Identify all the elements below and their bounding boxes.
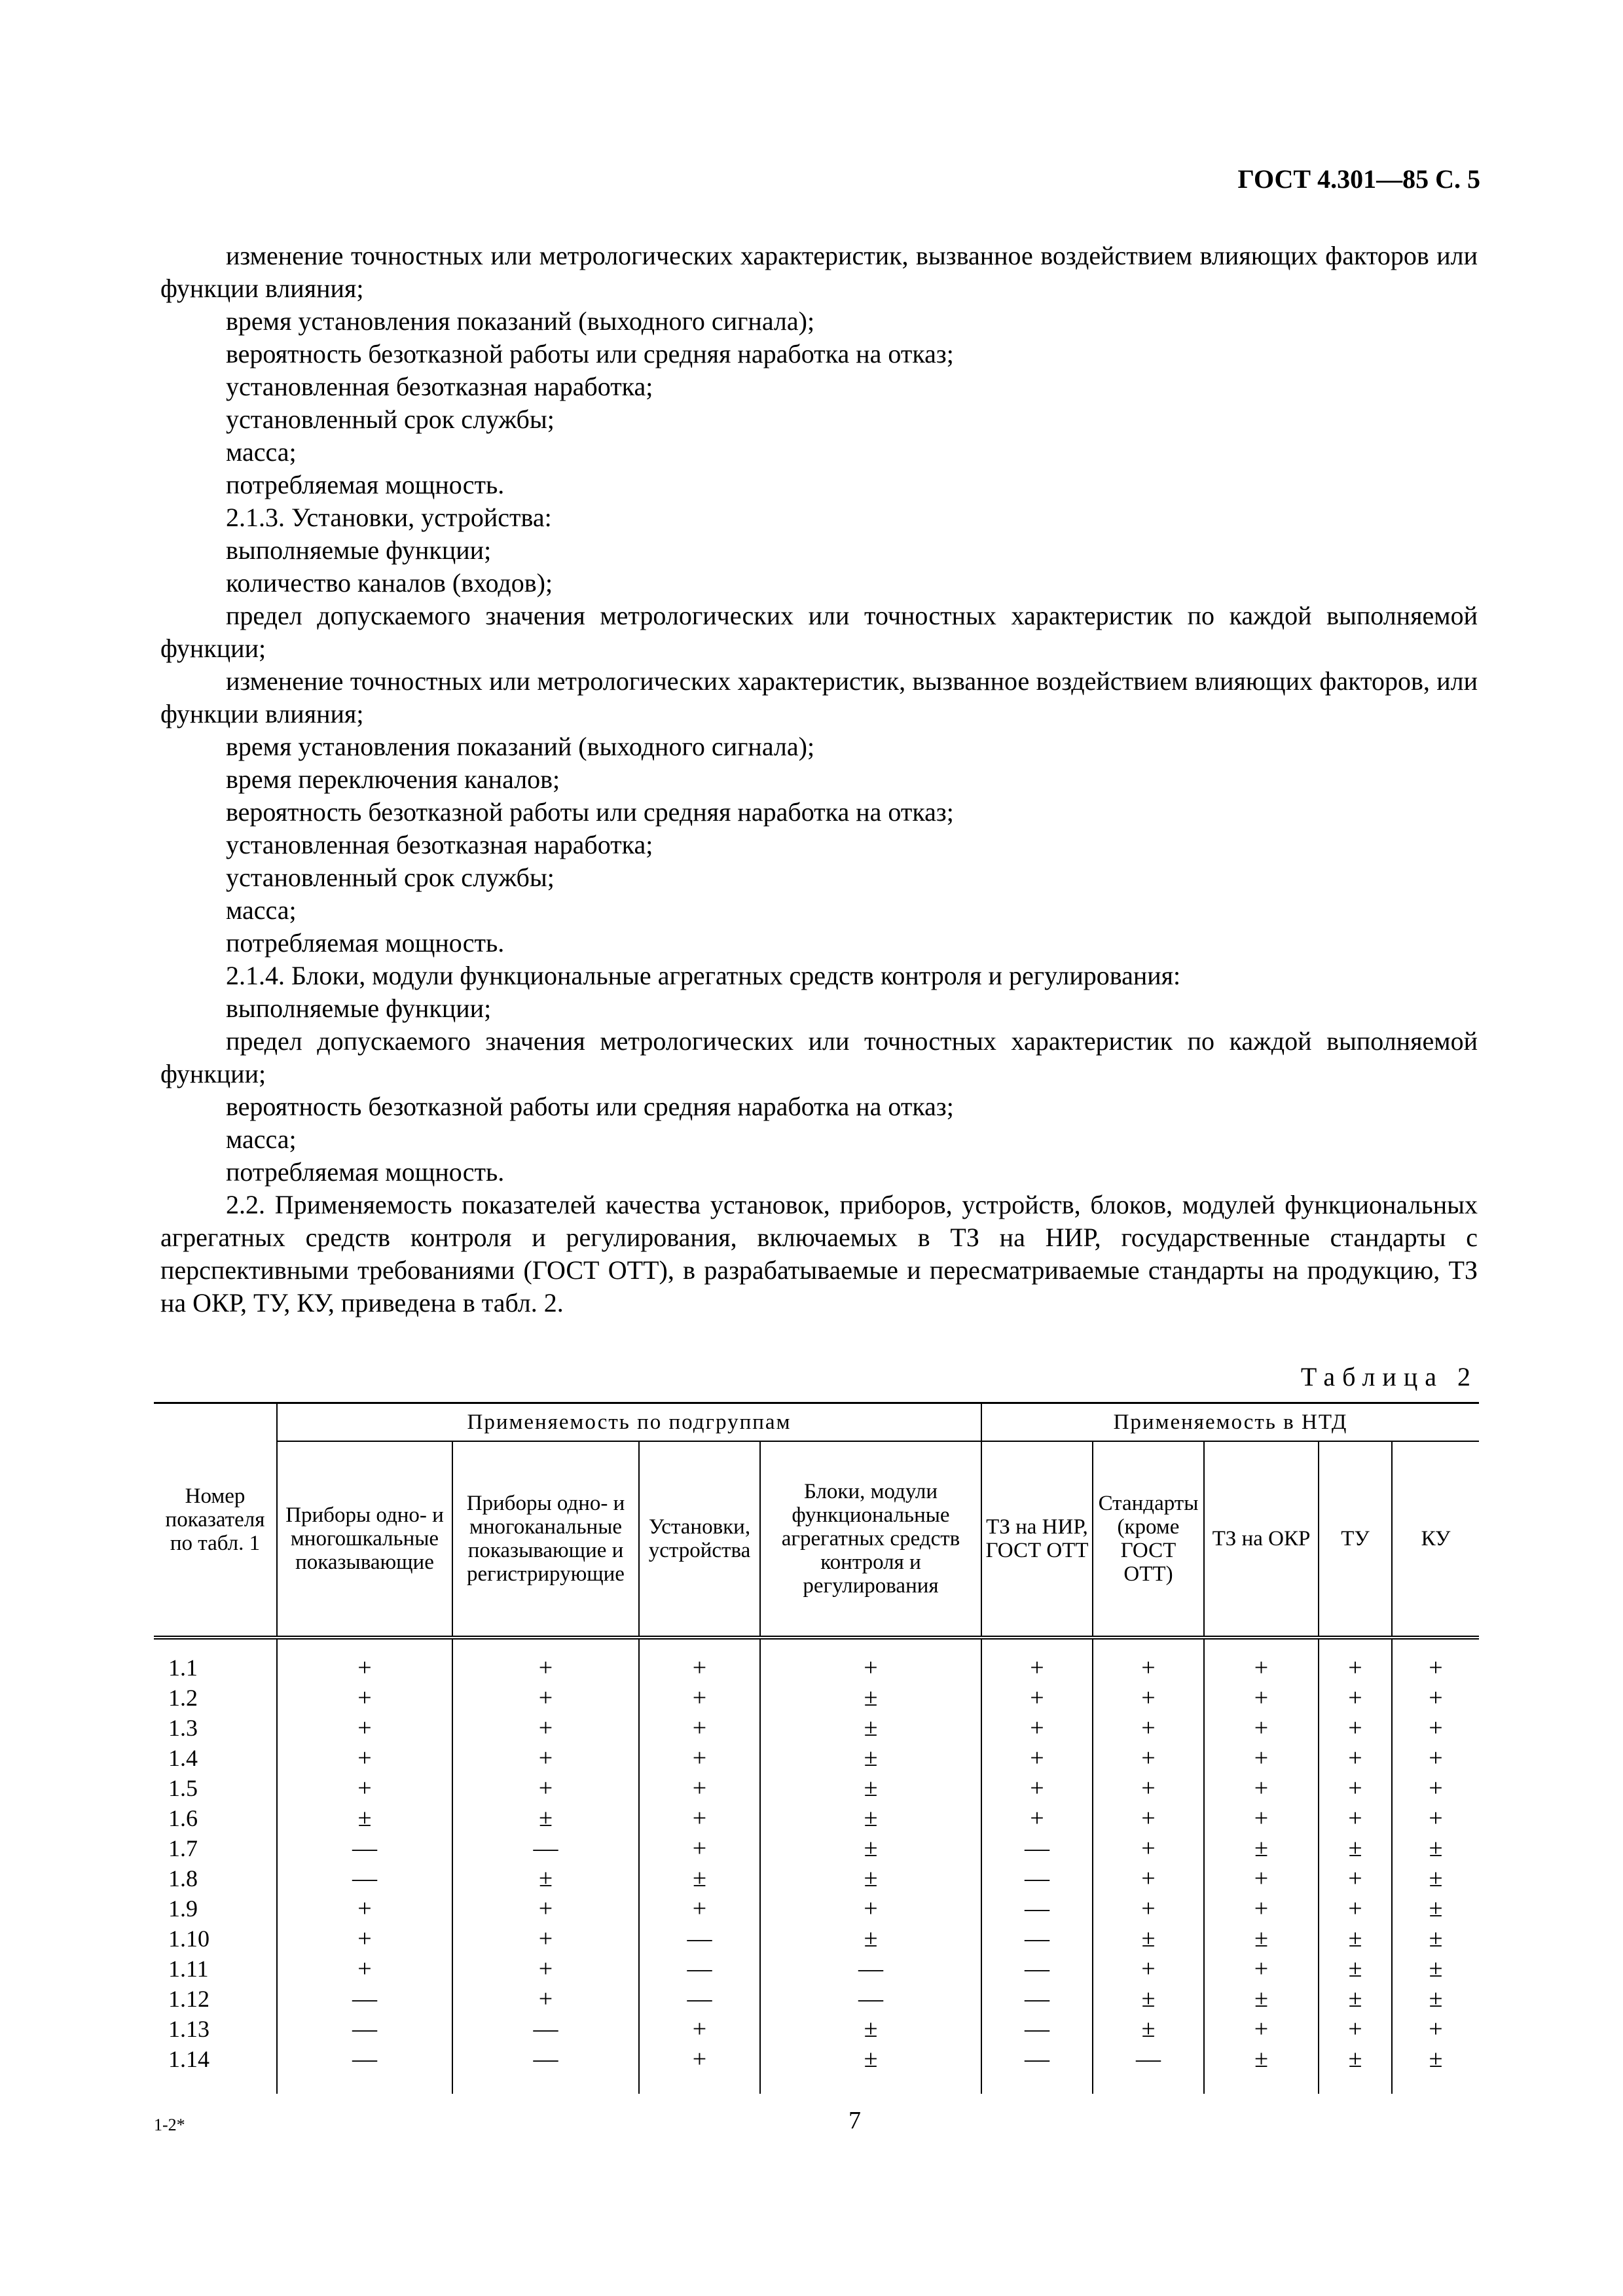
col-header: ТУ: [1319, 1441, 1392, 1638]
table-cell: —: [981, 1954, 1093, 1984]
table-cell: ±: [1093, 1924, 1204, 1954]
table-cell: +: [1392, 2014, 1479, 2044]
table-cell: +: [1392, 1803, 1479, 1833]
text-line: установленный срок службы;: [226, 404, 555, 434]
page-number: 7: [848, 2107, 861, 2134]
text-line: предел допускаемого значения метрологических или точностных характеристик по каждой выполняемой функции;: [160, 1026, 1478, 1088]
table-cell: +: [277, 1893, 452, 1924]
table-cell: +: [277, 1638, 452, 1683]
table-cell: ±: [1093, 2014, 1204, 2044]
table-cell: +: [1392, 1638, 1479, 1683]
table-cell: +: [1204, 1954, 1319, 1984]
table-cell: +: [1319, 1743, 1392, 1773]
table-cell: +: [639, 1713, 760, 1743]
table-cell: +: [981, 1773, 1093, 1803]
table-cell: —: [277, 2044, 452, 2094]
table-cell: —: [452, 2044, 639, 2094]
table-cell: —: [981, 1924, 1093, 1954]
table-cell: ±: [639, 1863, 760, 1893]
text-line: масса;: [226, 1124, 297, 1154]
table-cell: +: [639, 2014, 760, 2044]
table-row: [154, 1638, 1479, 1683]
row-number-cell: 1.3: [154, 1713, 277, 1743]
table-cell: +: [1204, 1773, 1319, 1803]
table-cell: +: [1093, 1773, 1204, 1803]
table-cell: ±: [1319, 1954, 1392, 1984]
text-line: масса;: [226, 437, 297, 467]
text-line: установленная безотказная наработка;: [226, 830, 653, 859]
table-cell: +: [452, 1743, 639, 1773]
table-row: [154, 1833, 1479, 1863]
row-number-cell: 1.13: [154, 2014, 277, 2044]
table-cell: +: [277, 1954, 452, 1984]
table-cell: +: [639, 2044, 760, 2094]
table-cell: ±: [1392, 1924, 1479, 1954]
table-cell: +: [1093, 1683, 1204, 1713]
text-line: выполняемые функции;: [226, 994, 492, 1023]
table-cell: ±: [1319, 1833, 1392, 1863]
table-cell: ±: [452, 1863, 639, 1893]
section-heading: 2.1.4. Блоки, модули функциональные агрегатных средств контроля и регулирования:: [226, 961, 1181, 990]
table-cell: —: [639, 1924, 760, 1954]
table-cell: ±: [760, 1803, 981, 1833]
table-cell: ±: [1204, 1924, 1319, 1954]
table-cell: +: [452, 1773, 639, 1803]
table-cell: +: [1204, 1638, 1319, 1683]
table-cell: +: [1093, 1954, 1204, 1984]
table-cell: +: [1392, 1743, 1479, 1773]
row-number-cell: 1.10: [154, 1924, 277, 1954]
section-paragraph: 2.2. Применяемость показателей качества установок, приборов, устройств, блоков, модулей функциональных агрегатных средств контроля и регулирования, включаемых в ТЗ на НИР, государственные стандарты с перспективными требованиями (ГОСТ ОТТ), в разрабатываемые и пересматриваемые стандарты на продукцию, ТЗ на ОКР, ТУ, КУ, приведена в табл. 2.: [160, 1190, 1478, 1318]
table-cell: —: [452, 2014, 639, 2044]
table-cell: —: [277, 1863, 452, 1893]
table-cell: +: [1319, 1803, 1392, 1833]
table-cell: +: [1204, 1743, 1319, 1773]
col-header: КУ: [1392, 1441, 1479, 1638]
col-header: Приборы одно- и многоканальные показывающие и регистрирующие: [452, 1441, 639, 1638]
table-cell: +: [452, 1893, 639, 1924]
group-header-ntd: Применяемость в НТД: [981, 1403, 1479, 1442]
table-row: [154, 1863, 1479, 1893]
text-line: потребляемая мощность.: [226, 470, 505, 499]
table-cell: ±: [1392, 2044, 1479, 2094]
table-cell: —: [981, 1893, 1093, 1924]
text-line: вероятность безотказной работы или средняя наработка на отказ;: [226, 1092, 954, 1121]
text-line: установленный срок службы;: [226, 863, 555, 892]
table-cell: +: [1093, 1638, 1204, 1683]
table-cell: +: [1319, 1773, 1392, 1803]
table-cell: +: [1204, 1863, 1319, 1893]
table-cell: —: [760, 1954, 981, 1984]
table-cell: +: [639, 1803, 760, 1833]
table-cell: ±: [1392, 1863, 1479, 1893]
col-header: ТЗ на ОКР: [1204, 1441, 1319, 1638]
table-cell: +: [1204, 1893, 1319, 1924]
table-cell: +: [277, 1773, 452, 1803]
table-cell: +: [452, 1713, 639, 1743]
row-number-cell: 1.5: [154, 1773, 277, 1803]
table-cell: +: [277, 1713, 452, 1743]
table-cell: +: [1204, 2014, 1319, 2044]
table-row: [154, 1773, 1479, 1803]
table-cell: +: [981, 1638, 1093, 1683]
table-cell: ±: [1204, 1833, 1319, 1863]
row-number-cell: 1.14: [154, 2044, 277, 2094]
table-cell: +: [1319, 1713, 1392, 1743]
col-header: Приборы одно- и многошкальные показывающие: [277, 1441, 452, 1638]
table-cell: ±: [1392, 1984, 1479, 2014]
table-cell: ±: [760, 1773, 981, 1803]
table-row: [154, 1954, 1479, 1984]
table-cell: —: [277, 1833, 452, 1863]
table-cell: ±: [1093, 1984, 1204, 2014]
text-line: изменение точностных или метрологических характеристик, вызванное воздействием влияющих факторов или функции влияния;: [160, 241, 1478, 303]
table-cell: +: [1093, 1893, 1204, 1924]
col-header-number: Номер показателя по табл. 1: [154, 1403, 277, 1638]
table-cell: ±: [277, 1803, 452, 1833]
row-number-cell: 1.2: [154, 1683, 277, 1713]
col-header: Блоки, модули функциональные агрегатных средств контроля и регулирования: [760, 1441, 981, 1638]
table-cell: +: [1392, 1683, 1479, 1713]
row-number-cell: 1.11: [154, 1954, 277, 1984]
table-cell: ±: [1392, 1833, 1479, 1863]
table-cell: +: [981, 1743, 1093, 1773]
table-cell: ±: [760, 1713, 981, 1743]
table-cell: +: [760, 1893, 981, 1924]
table-cell: ±: [452, 1803, 639, 1833]
table-row: [154, 2044, 1479, 2094]
table-cell: ±: [760, 1683, 981, 1713]
table-cell: +: [639, 1893, 760, 1924]
table-cell: +: [1319, 1893, 1392, 1924]
table-cell: —: [981, 1833, 1093, 1863]
table-cell: ±: [1204, 2044, 1319, 2094]
applicability-table: [154, 1402, 1479, 2094]
row-number-cell: 1.8: [154, 1863, 277, 1893]
table-cell: +: [1319, 1638, 1392, 1683]
row-number-cell: 1.7: [154, 1833, 277, 1863]
table-cell: —: [981, 1863, 1093, 1893]
table-cell: ±: [1204, 1984, 1319, 2014]
text-line: время переключения каналов;: [226, 764, 560, 794]
table-cell: ±: [1392, 1893, 1479, 1924]
text-line: выполняемые функции;: [226, 535, 492, 565]
table-cell: +: [277, 1924, 452, 1954]
group-header-subgroups: Применяемость по подгруппам: [277, 1403, 981, 1442]
table-row: [154, 1743, 1479, 1773]
table-cell: —: [277, 2014, 452, 2044]
table-row: [154, 1713, 1479, 1743]
table-cell: +: [277, 1743, 452, 1773]
table-cell: +: [1093, 1863, 1204, 1893]
table-cell: +: [981, 1713, 1093, 1743]
table-cell: ±: [760, 1863, 981, 1893]
text-line: вероятность безотказной работы или средняя наработка на отказ;: [226, 339, 954, 368]
table-cell: +: [639, 1638, 760, 1683]
table-cell: +: [1392, 1773, 1479, 1803]
table-cell: —: [981, 1984, 1093, 2014]
table-cell: +: [1093, 1803, 1204, 1833]
table-row: [154, 1893, 1479, 1924]
row-number-cell: 1.12: [154, 1984, 277, 2014]
table-cell: +: [981, 1683, 1093, 1713]
table-cell: —: [760, 1984, 981, 2014]
table-cell: +: [452, 1984, 639, 2014]
col-header: ТЗ на НИР, ГОСТ ОТТ: [981, 1441, 1093, 1638]
table-cell: +: [760, 1638, 981, 1683]
table-cell: ±: [1319, 2044, 1392, 2094]
section-heading: 2.1.3. Установки, устройства:: [226, 503, 552, 532]
table-cell: ±: [760, 1833, 981, 1863]
table-cell: +: [1204, 1713, 1319, 1743]
table-cell: +: [981, 1803, 1093, 1833]
table-cell: +: [1392, 1713, 1479, 1743]
row-number-cell: 1.9: [154, 1893, 277, 1924]
text-line: время установления показаний (выходного сигнала);: [226, 306, 815, 336]
row-number-cell: 1.4: [154, 1743, 277, 1773]
table-cell: —: [452, 1833, 639, 1863]
table-cell: —: [639, 1984, 760, 2014]
row-number-cell: 1.1: [154, 1638, 277, 1683]
table-cell: —: [277, 1984, 452, 2014]
text-line: установленная безотказная наработка;: [226, 372, 653, 401]
table-row: [154, 1924, 1479, 1954]
table-cell: ±: [760, 1743, 981, 1773]
footer-mark: 1-2*: [154, 2115, 185, 2134]
table-cell: ±: [1319, 1924, 1392, 1954]
text-line: изменение точностных или метрологических характеристик, вызванное воздействием влияющих факторов, или функции влияния;: [160, 666, 1478, 728]
table-row: [154, 2014, 1479, 2044]
table-cell: +: [452, 1638, 639, 1683]
table-cell: +: [639, 1833, 760, 1863]
text-line: количество каналов (входов);: [226, 568, 553, 598]
table-cell: +: [452, 1954, 639, 1984]
table-cell: +: [452, 1683, 639, 1713]
table-cell: +: [639, 1773, 760, 1803]
body-text: [160, 240, 1478, 1319]
text-line: потребляемая мощность.: [226, 1157, 505, 1187]
table-cell: —: [639, 1954, 760, 1984]
table-cell: +: [1319, 1683, 1392, 1713]
text-line: предел допускаемого значения метрологических или точностных характеристик по каждой выполняемой функции;: [160, 601, 1478, 663]
table-cell: +: [1093, 1713, 1204, 1743]
table-cell: +: [452, 1924, 639, 1954]
table-cell: ±: [1392, 1954, 1479, 1984]
table-row: [154, 1683, 1479, 1713]
table-caption: Таблица 2: [1300, 1362, 1478, 1391]
table-row: [154, 1803, 1479, 1833]
text-line: время установления показаний (выходного сигнала);: [226, 732, 815, 761]
table-cell: +: [639, 1743, 760, 1773]
table-row: [154, 1984, 1479, 2014]
table-cell: ±: [760, 2044, 981, 2094]
table-body: [154, 1638, 1479, 2094]
col-header: Установки, устройства: [639, 1441, 760, 1638]
table-cell: ±: [760, 2014, 981, 2044]
text-line: вероятность безотказной работы или средняя наработка на отказ;: [226, 797, 954, 827]
table-cell: —: [1093, 2044, 1204, 2094]
table-cell: +: [1204, 1803, 1319, 1833]
table-cell: ±: [760, 1924, 981, 1954]
table-cell: —: [981, 2044, 1093, 2094]
text-line: потребляемая мощность.: [226, 928, 505, 958]
table-cell: +: [1093, 1833, 1204, 1863]
table-cell: +: [277, 1683, 452, 1713]
table-cell: +: [1204, 1683, 1319, 1713]
table-cell: +: [1319, 2014, 1392, 2044]
text-line: масса;: [226, 895, 297, 925]
table-cell: —: [981, 2014, 1093, 2044]
row-number-cell: 1.6: [154, 1803, 277, 1833]
col-header: Стандарты (кроме ГОСТ ОТТ): [1093, 1441, 1204, 1638]
page-header: ГОСТ 4.301—85 С. 5: [1237, 164, 1480, 194]
table-cell: +: [1093, 1743, 1204, 1773]
table-cell: +: [1319, 1863, 1392, 1893]
table-cell: ±: [1319, 1984, 1392, 2014]
table-cell: +: [639, 1683, 760, 1713]
